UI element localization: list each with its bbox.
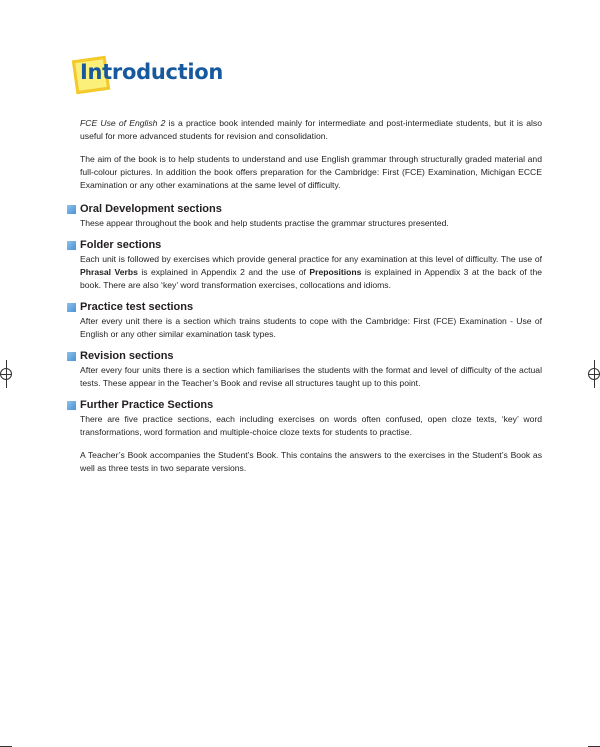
registration-mark-right-icon bbox=[588, 360, 600, 388]
closing-paragraph: A Teacher’s Book accompanies the Student’s Book. This contains the answers to the exercises in the Student’s Book as well as three tests in two separate versions. bbox=[80, 450, 542, 473]
blue-square-bullet-icon bbox=[67, 401, 76, 410]
section-body: These appear throughout the book and help students practise the grammar structures presented. bbox=[80, 218, 449, 228]
section-oral-development bbox=[80, 202, 542, 230]
intro-paragraph-1: FCE Use of English 2 is a practice book intended mainly for intermediate and post-intermediate students, but it is also useful for more advanced students for revision and consolidation. bbox=[80, 118, 542, 141]
section-body: Each unit is followed by exercises which provide general practice for any examination at this level of difficulty. The use of Phrasal Verbs is explained in Appendix 2 and the use of Prepositions is explained in Appendix 3 at the back of the book. There are also ‘key’ word transformation exercises, collocations and idioms. bbox=[80, 254, 542, 290]
blue-square-bullet-icon bbox=[67, 303, 76, 312]
section-body: After every unit there is a section which trains students to cope with the Cambridge: First (FCE) Examination - Use of English or any other similar examination task types. bbox=[80, 316, 542, 339]
book-title: FCE Use of English 2 bbox=[80, 118, 166, 128]
main-content bbox=[80, 117, 542, 485]
section-heading: Further Practice Sections bbox=[80, 398, 542, 412]
section-body: After every four units there is a section which familiarises the students with the format and level of difficulty of the actual tests. These appear in the Teacher’s Book and revise all structures taught up to this point. bbox=[80, 365, 542, 388]
page-title-block bbox=[72, 56, 272, 100]
section-practice-test bbox=[80, 300, 542, 341]
phrasal-verbs-term: Phrasal Verbs bbox=[80, 267, 138, 277]
section-heading: Revision sections bbox=[80, 349, 542, 363]
intro-paragraph-2: The aim of the book is to help students to understand and use English grammar through structurally graded material and full-colour pictures. In addition the book offers preparation for the Cambridge: First (FCE) Examination, Michigan ECCE Examination or any other examinations at the same level of difficulty. bbox=[80, 154, 542, 190]
registration-mark-left-icon bbox=[0, 360, 12, 388]
blue-square-bullet-icon bbox=[67, 352, 76, 361]
blue-square-bullet-icon bbox=[67, 241, 76, 250]
prepositions-term: Prepositions bbox=[309, 267, 362, 277]
section-body: There are five practice sections, each including exercises on words often confused, open cloze texts, ‘key’ word transformations, word formation and multiple-choice cloze texts for students to practise. bbox=[80, 414, 542, 437]
section-revision bbox=[80, 349, 542, 390]
section-heading: Practice test sections bbox=[80, 300, 542, 314]
blue-square-bullet-icon bbox=[67, 205, 76, 214]
section-further-practice bbox=[80, 398, 542, 439]
section-folder bbox=[80, 238, 542, 292]
page-title: Introduction bbox=[80, 60, 224, 84]
section-heading: Oral Development sections bbox=[80, 202, 542, 216]
section-heading: Folder sections bbox=[80, 238, 542, 252]
